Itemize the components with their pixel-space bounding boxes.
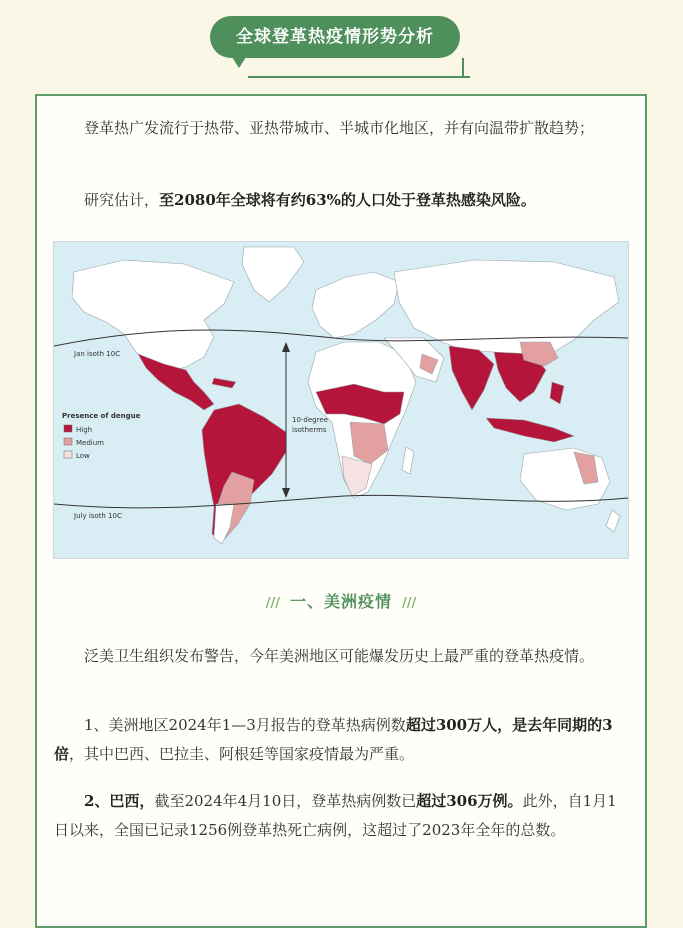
americas-paragraph-1: 泛美卫生组织发布警告，今年美洲地区可能爆发历史上最严重的登革热疫情。 <box>84 647 595 665</box>
americas-p3-text-b: 截至2024年4月10日，登革热病例数已 <box>154 792 417 810</box>
americas-p2-highlight: 超过300万人，是去年同期的3倍 <box>54 716 613 763</box>
july-isotherm-label: July isoth 10C <box>74 512 122 520</box>
legend-low-label: Low <box>76 452 90 460</box>
americas-paragraph-3 <box>54 787 629 845</box>
americas-p3-text-d: 此外，自1月1日以来，全国已记录1256例登革热死亡病例，这超过了2023年全年的总数。 <box>54 792 617 839</box>
legend-high-label: High <box>76 426 93 434</box>
legend-medium-label: Medium <box>76 439 104 447</box>
heading-slash-right: /// <box>402 596 417 611</box>
americas-paragraph-2 <box>54 711 629 769</box>
americas-p3-highlight: 超过306万例。 <box>416 792 523 810</box>
intro-p2-text: 研究估计， <box>84 191 160 209</box>
title-decoration-line <box>462 58 464 76</box>
legend-medium-swatch <box>64 438 72 445</box>
legend-low-swatch <box>64 451 72 458</box>
title-banner <box>210 16 472 72</box>
intro-paragraph-2 <box>54 186 629 215</box>
intro-p2-highlight: 至2080年全球将有约63%的人口处于登革热感染风险。 <box>159 191 536 209</box>
title-underline <box>248 76 470 78</box>
brazil-label: 2、巴西， <box>84 792 155 810</box>
heading-slash-left: /// <box>265 596 280 611</box>
intro-paragraph-1: 登革热广发流行于热带、亚热带城市、半城市化地区，并有向温带扩散趋势； <box>84 119 595 137</box>
jan-isotherm-label: Jan isoth 10C <box>74 350 121 358</box>
isotherm-label-line-1: 10-degree <box>292 416 328 424</box>
section-title: 一、美洲疫情 <box>289 592 392 611</box>
legend-high-swatch <box>64 425 72 432</box>
isotherm-label-line-2: isotherms <box>292 426 327 434</box>
americas-p2-text-a: 1、美洲地区2024年1—3月报告的登革热病例数 <box>84 716 406 734</box>
americas-p2-text-c: ，其中巴西、巴拉圭、阿根廷等国家疫情最为严重。 <box>69 745 415 763</box>
dengue-world-map <box>53 241 629 559</box>
section-heading-americas <box>37 589 645 612</box>
legend-title: Presence of dengue <box>62 412 141 420</box>
title-bubble-tail <box>230 54 248 68</box>
content-card <box>35 94 647 928</box>
page-title: 全球登革热疫情形势分析 <box>210 16 460 58</box>
